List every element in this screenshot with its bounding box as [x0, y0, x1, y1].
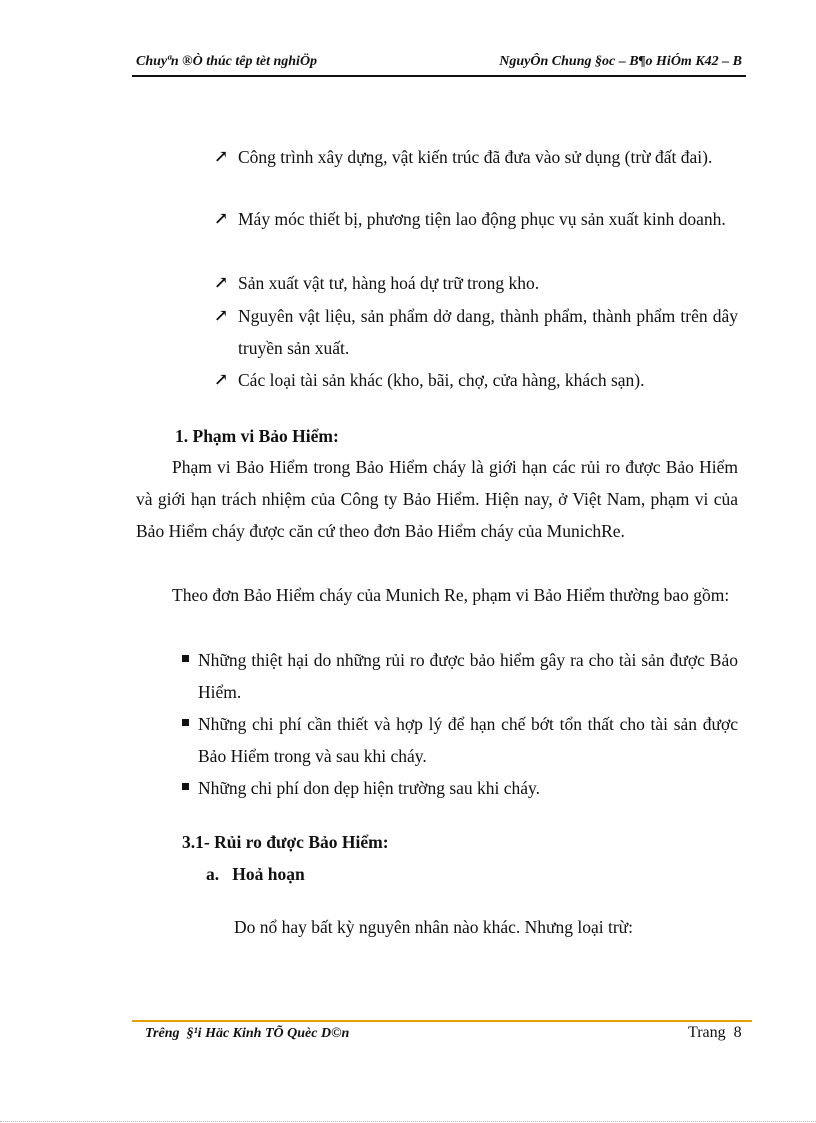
northeast-arrow-icon: ↗ — [214, 273, 229, 292]
square-list-item — [182, 772, 738, 804]
list-item-text: Những chi phí cần thiết và hợp lý để hạn chế bớt tổn thất cho tài sản được Bảo Hiểm trong và sau khi cháy. — [198, 714, 738, 766]
header-right-text: NguyÔn Chung §oc – B¶o HiÓm K42 – B — [499, 54, 742, 69]
list-item-text: Công trình xây dựng, vật kiến trúc đã đưa vào sử dụng (trừ đất đai). — [238, 147, 713, 167]
northeast-arrow-icon: ↗ — [214, 370, 229, 389]
list-item-text: Những chi phí don dẹp hiện trường sau khi cháy. — [198, 778, 541, 798]
paragraph: Phạm vi Bảo Hiểm trong Bảo Hiểm cháy là giới hạn các rủi ro được Bảo Hiểm và giới hạn trách nhiệm của Công ty Bảo Hiểm. Hiện nay, ở Việt Nam, phạm vi của Bảo Hiểm cháy được căn cứ theo đơn Bảo Hiểm cháy của MunichRe. — [136, 457, 738, 541]
subsection-heading: a. Hoả hoạn — [206, 864, 305, 884]
footer-rule — [132, 1020, 752, 1022]
page-number: Trang 8 — [688, 1024, 742, 1041]
paragraph: Theo đơn Bảo Hiểm cháy của Munich Re, phạm vi Bảo Hiểm thường bao gồm: — [172, 585, 730, 605]
arrow-list-item — [214, 203, 738, 235]
list-item-text: Nguyên vật liệu, sản phẩm dở dang, thành phẩm, thành phẩm trên dây truyền sản xuất. — [238, 306, 738, 358]
section-heading: 1. Phạm vi Bảo Hiểm: — [175, 426, 339, 446]
subsection-heading: 3.1- Rủi ro được Bảo Hiểm: — [182, 832, 389, 852]
arrow-list-item — [214, 141, 738, 173]
square-bullet-icon — [182, 719, 189, 726]
northeast-arrow-icon: ↗ — [214, 147, 229, 166]
list-item-text: Sản xuất vật tư, hàng hoá dự trữ trong kho. — [238, 273, 540, 293]
arrow-list-item — [214, 300, 738, 364]
square-list-item — [182, 708, 738, 772]
square-bullet-icon — [182, 783, 189, 790]
list-item-text: Những thiệt hại do những rủi ro được bảo hiểm gây ra cho tài sản được Bảo Hiểm. — [198, 650, 738, 702]
list-item-text: Các loại tài sản khác (kho, bãi, chợ, cửa hàng, khách sạn). — [238, 370, 645, 390]
arrow-list-item — [214, 364, 738, 396]
northeast-arrow-icon: ↗ — [214, 306, 229, 325]
header-left-text: Chuyªn ®Ò thúc têp tèt nghiÖp — [136, 54, 318, 69]
footer-left-text: Trêng §¹i Häc Kinh TÕ Quèc D©n — [145, 1026, 350, 1041]
arrow-list-item — [214, 267, 738, 299]
header-rule — [132, 75, 746, 77]
page-header — [132, 52, 746, 76]
square-list-item — [182, 644, 738, 708]
page-bottom-divider — [0, 1121, 816, 1122]
list-item-text: Máy móc thiết bị, phương tiện lao động phục vụ sản xuất kinh doanh. — [238, 209, 726, 229]
northeast-arrow-icon: ↗ — [214, 209, 229, 228]
square-bullet-icon — [182, 655, 189, 662]
paragraph: Do nổ hay bất kỳ nguyên nhân nào khác. Nhưng loại trừ: — [234, 917, 634, 937]
